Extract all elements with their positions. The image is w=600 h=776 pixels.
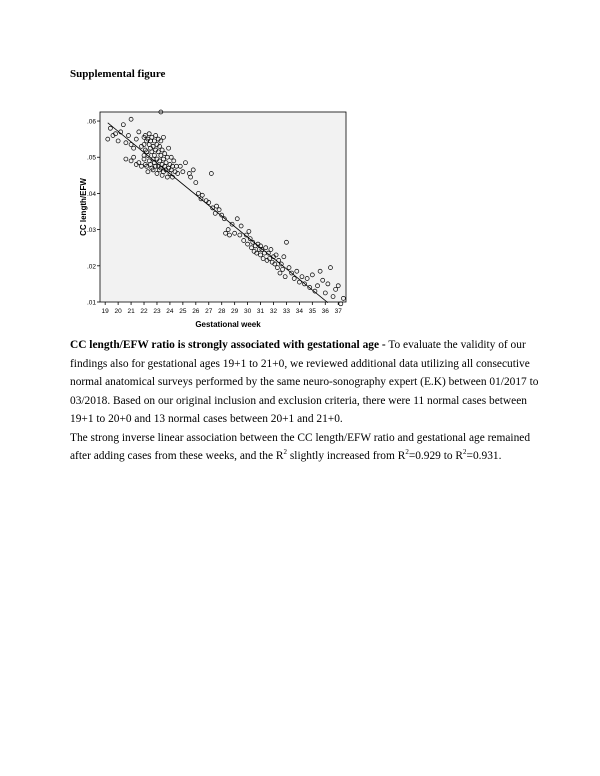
x-tick-label: 28	[218, 308, 226, 315]
y-tick-label: .01	[86, 299, 96, 307]
x-tick-label: 21	[127, 308, 135, 315]
x-tick-label: 37	[334, 308, 342, 315]
x-tick-label: 19	[101, 308, 109, 315]
y-tick-label: .02	[86, 263, 96, 271]
paragraph-part2d: =0.931.	[466, 450, 502, 462]
x-tick-label: 24	[166, 308, 174, 315]
x-tick-label: 29	[231, 308, 239, 315]
plot-area	[100, 112, 346, 302]
y-tick-label: .04	[86, 190, 96, 198]
y-tick-label: .05	[86, 154, 96, 162]
paragraph-block-2	[70, 429, 540, 466]
x-tick-label: 25	[179, 308, 187, 315]
scatter-figure	[0, 0, 600, 340]
paragraph-part1: To evaluate the validity of our findings also for gestational ages 19+1 to 21+0, we reviewed additional data utilizing all consecutive normal anatomical surveys performed by the same neuro-sonography expert (E.K) between 01/2017 to 03/2018. Based on our original inclusion and exclusion criteria, there were 11 normal cases between 19+1 to 20+0 and 13 normal cases between 20+1 and 21+0.	[70, 339, 539, 425]
x-tick-label: 26	[192, 308, 200, 315]
x-tick-label: 36	[321, 308, 329, 315]
x-axis-label: Gestational week	[195, 320, 261, 329]
x-axis-ticks	[102, 302, 343, 315]
body-paragraph	[70, 336, 540, 466]
x-tick-label: 32	[269, 308, 278, 315]
paragraph-part2a: The strong inverse linear association between the CC length/EFW ratio and gestational age remained after adding cases from these weeks, and the R	[70, 431, 531, 462]
x-tick-label: 31	[256, 308, 265, 315]
section-heading: Supplemental figure	[70, 68, 166, 80]
x-tick-label: 30	[243, 308, 252, 315]
superscript-2: 2	[405, 448, 409, 457]
x-tick-label: 23	[153, 308, 161, 315]
paragraph-part2c: =0.929 to R	[408, 450, 464, 462]
x-tick-label: 20	[114, 308, 122, 315]
x-tick-label: 34	[295, 308, 304, 315]
x-tick-label: 35	[308, 308, 316, 315]
x-tick-label: 27	[205, 308, 213, 315]
data-point	[339, 302, 343, 306]
paragraph-block-1	[70, 336, 540, 429]
y-tick-label: .06	[86, 118, 96, 126]
x-tick-label: 33	[282, 308, 291, 315]
x-tick-label: 22	[140, 308, 148, 315]
y-tick-label: .03	[86, 227, 96, 235]
superscript-3: 2	[463, 448, 467, 457]
paragraph-part2b: slightly increased from R	[287, 450, 406, 462]
superscript-1: 2	[283, 448, 287, 457]
y-axis-ticks	[87, 119, 100, 307]
y-axis-label: CC length/EFW	[79, 178, 88, 236]
bold-lead: CC length/EFW ratio is strongly associated with gestational age -	[70, 339, 386, 351]
scatter-chart	[0, 0, 600, 340]
